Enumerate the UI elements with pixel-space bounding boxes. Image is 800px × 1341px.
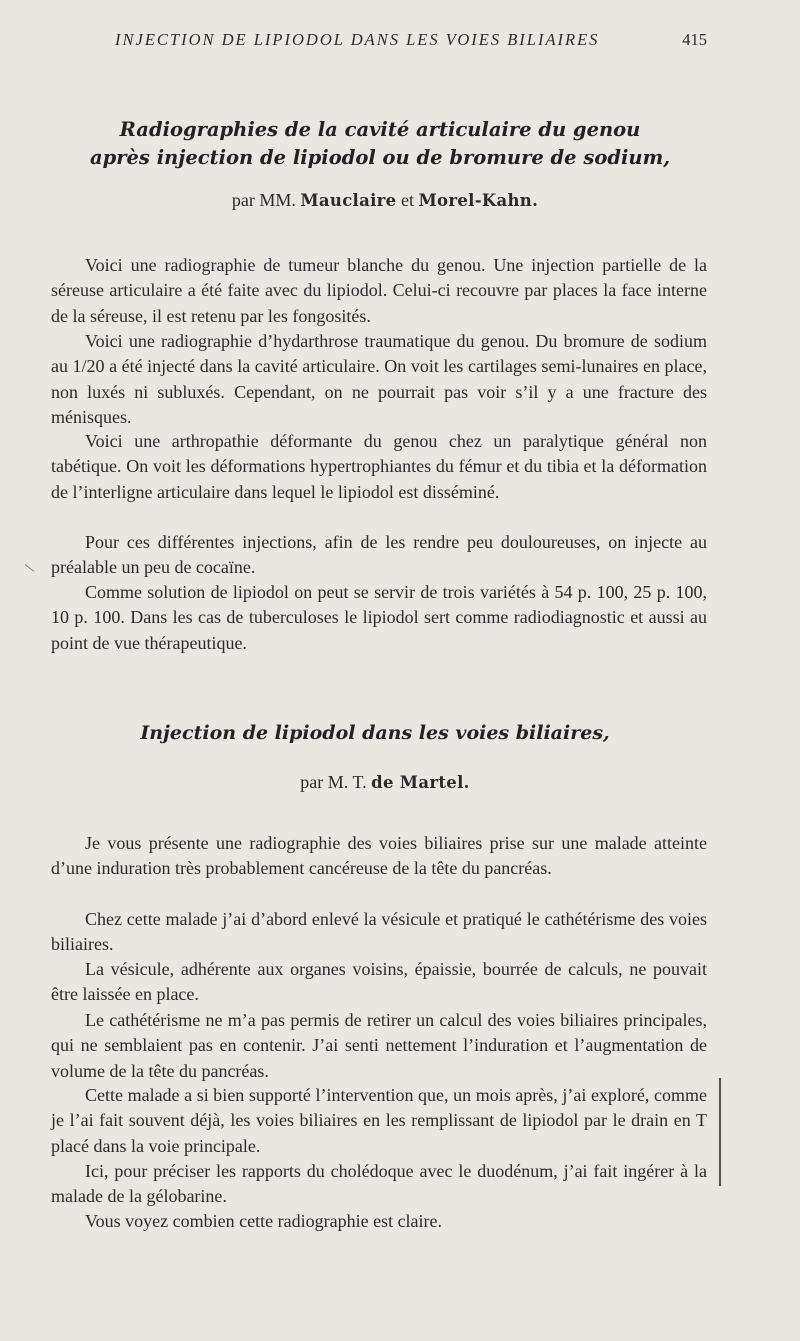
article1-author2: Morel-Kahn. bbox=[418, 191, 539, 210]
article1-author1: Mauclaire bbox=[300, 191, 397, 210]
margin-rule bbox=[719, 1078, 721, 1186]
article1-byline-and: et bbox=[400, 190, 414, 210]
article2-paragraph-7: Vous voyez combien cette radiographie est claire. bbox=[85, 1211, 443, 1231]
article2-byline-prefix: par M. T. bbox=[300, 772, 367, 792]
article2-paragraph-6: Ici, pour préciser les rapports du cholédoque avec le duodénum, j’ai fait ingérer à la malade de la gélobarine. bbox=[51, 1161, 707, 1207]
article1-byline-prefix: par MM. bbox=[231, 190, 296, 210]
running-head-title: INJECTION DE LIPIODOL DANS LES VOIES BILIAIRES bbox=[115, 30, 600, 49]
article2-paragraph-4: Le cathétérisme ne m’a pas permis de retirer un calcul des voies biliaires principales, qui ne semblaient pas en contenir. J’ai senti nettement l’induration et l’augmentation de volume de la tête du pancréas. bbox=[51, 1010, 707, 1081]
article1-byline bbox=[60, 190, 710, 211]
margin-tick-mark: \ bbox=[23, 560, 37, 577]
article1-paragraph-4: Pour ces différentes injections, afin de les rendre peu douloureuses, on injecte au préalable un peu de cocaïne. bbox=[51, 532, 707, 578]
article1-paragraph-5: Comme solution de lipiodol on peut se servir de trois variétés à 54 p. 100, 25 p. 100, 10 p. 100. Dans les cas de tuberculoses le lipiodol sert comme radiodiagnostic et aussi au point de vue thérapeutique. bbox=[51, 582, 707, 653]
article2-title: Injection de lipiodol dans les voies biliaires, bbox=[140, 722, 610, 744]
article2-byline bbox=[60, 772, 710, 793]
article2-paragraph-2: Chez cette malade j’ai d’abord enlevé la vésicule et pratiqué le cathétérisme des voies biliaires. bbox=[51, 909, 707, 955]
article2-paragraph-3: La vésicule, adhérente aux organes voisins, épaissie, bourrée de calculs, ne pouvait être laissée en place. bbox=[51, 959, 707, 1005]
page-number: 415 bbox=[682, 30, 707, 49]
article1-paragraph-2: Voici une radiographie d’hydarthrose traumatique du genou. Du bromure de sodium au 1/20 a été injecté dans la cavité articulaire. On voit les cartilages semi-lunaires en place, non luxés ni subluxés. Cependant, on ne pourrait pas voir s’il y a une fracture des ménisques. bbox=[51, 331, 707, 427]
article2-paragraph-5: Cette malade a si bien supporté l’intervention que, un mois après, j’ai exploré, comme je l’ai fait souvent déjà, les voies biliaires en les remplissant de lipiodol par le drain en T placé dans la voie principale. bbox=[51, 1085, 707, 1156]
article1-title-line1: Radiographies de la cavité articulaire du genou bbox=[119, 118, 641, 141]
article1-title-line2: après injection de lipiodol ou de bromure de sodium, bbox=[89, 146, 670, 169]
article2-author: de Martel. bbox=[371, 773, 470, 792]
article1-paragraph-3: Voici une arthropathie déformante du genou chez un paralytique général non tabétique. On voit les déformations hypertrophiantes du fémur et du tibia et la déformation de l’interligne articulaire dans lequel le lipiodol est disséminé. bbox=[51, 431, 707, 502]
article2-paragraph-1: Je vous présente une radiographie des voies biliaires prise sur une malade atteinte d’une induration très probablement cancéreuse de la tête du pancréas. bbox=[51, 833, 707, 879]
article1-title bbox=[60, 116, 700, 172]
running-head bbox=[115, 30, 707, 50]
article1-paragraph-1: Voici une radiographie de tumeur blanche du genou. Une injection partielle de la séreuse articulaire a été faite avec du lipiodol. Celui-ci recouvre par places la face interne de la séreuse, il est retenu par les fongosités. bbox=[51, 255, 707, 326]
